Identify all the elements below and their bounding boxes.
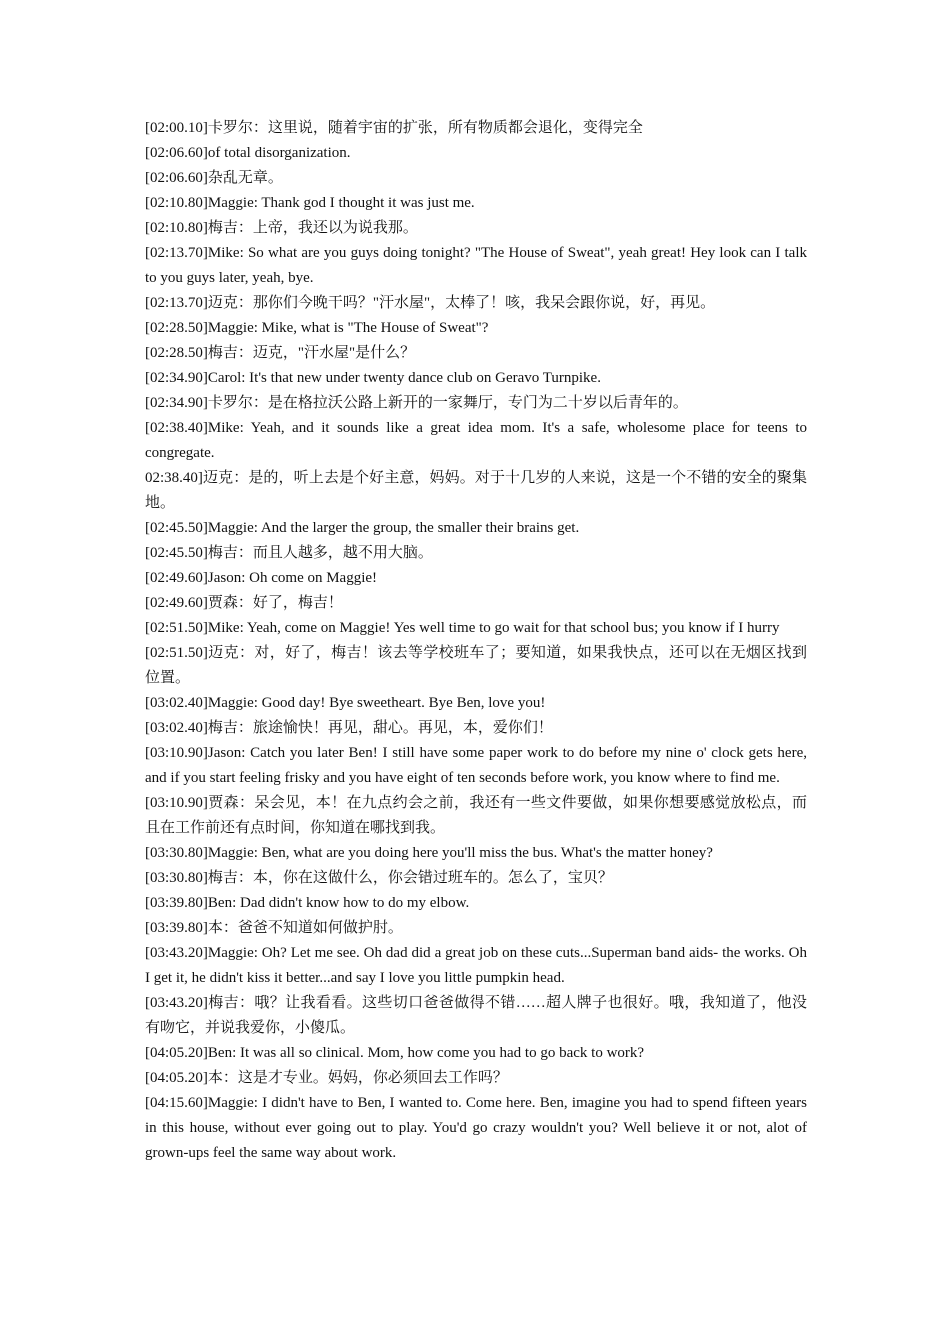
transcript-line: [03:39.80]Ben: Dad didn't know how to do my elbow. [145, 895, 470, 911]
transcript-line: [04:05.20]Ben: It was all so clinical. Mom, how come you had to go back to work? [145, 1045, 645, 1061]
transcript-line: [02:34.90]卡罗尔：是在格拉沃公路上新开的一家舞厅，专门为二十岁以后青年的。 [145, 395, 688, 411]
transcript-line: [02:38.40]Mike: Yeah, and it sounds like a great idea mom. It's a safe, wholesome place for teens to congregate. [145, 420, 807, 461]
transcript-line: [02:10.80]梅吉：上帝，我还以为说我那。 [145, 220, 418, 236]
transcript-line: [02:51.50]Mike: Yeah, come on Maggie! Yes well time to go wait for that school bus; you know if I hurry [145, 620, 780, 636]
transcript-line: [02:10.80]Maggie: Thank god I thought it was just me. [145, 195, 475, 211]
transcript-line: [03:43.20]Maggie: Oh? Let me see. Oh dad did a great job on these cuts...Superman band aids- the works. Oh I get it, he didn't kiss it better...and say I love you little pumpkin head. [145, 945, 807, 986]
transcript-line: [04:05.20]本：这是才专业。妈妈，你必须回去工作吗？ [145, 1070, 508, 1086]
transcript-line: 02:38.40]迈克：是的，听上去是个好主意，妈妈。对于十几岁的人来说，这是一个不错的安全的聚集地。 [145, 470, 807, 511]
transcript-line: [03:30.80]梅吉：本，你在这做什么，你会错过班车的。怎么了，宝贝？ [145, 870, 613, 886]
transcript-line: [02:13.70]迈克：那你们今晚干吗？"汗水屋"，太棒了！咳，我呆会跟你说，好，再见。 [145, 295, 716, 311]
transcript-line: [02:49.60]贾森：好了，梅吉！ [145, 595, 343, 611]
transcript-line: [03:30.80]Maggie: Ben, what are you doing here you'll miss the bus. What's the matter honey? [145, 845, 713, 861]
transcript-line: [04:15.60]Maggie: I didn't have to Ben, I wanted to. Come here. Ben, imagine you had to spend fifteen years in this house, without ever going out to play. You'd go crazy wouldn't you? Well believe it or not, alot of grown-ups feel the same way about work. [145, 1095, 807, 1161]
transcript-line: [02:45.50]梅吉：而且人越多，越不用大脑。 [145, 545, 433, 561]
transcript-line: [02:00.10]卡罗尔：这里说，随着宇宙的扩张，所有物质都会退化，变得完全 [145, 120, 643, 136]
transcript-line: [02:45.50]Maggie: And the larger the group, the smaller their brains get. [145, 520, 580, 536]
transcript-line: [03:43.20]梅吉：哦？让我看看。这些切口爸爸做得不错……超人牌子也很好。哦，我知道了，他没有吻它，并说我爱你，小傻瓜。 [145, 995, 807, 1036]
transcript-line: [02:06.60]杂乱无章。 [145, 170, 283, 186]
transcript-line: [03:10.90]贾森：呆会见，本！在九点约会之前，我还有一些文件要做，如果你想要感觉放松点，而且在工作前还有点时间，你知道在哪找到我。 [145, 795, 807, 836]
transcript-line: [02:49.60]Jason: Oh come on Maggie! [145, 570, 378, 586]
transcript-line: [03:02.40]Maggie: Good day! Bye sweetheart. Bye Ben, love you! [145, 695, 546, 711]
transcript-line: [02:34.90]Carol: It's that new under twenty dance club on Geravo Turnpike. [145, 370, 601, 386]
transcript-line: [03:10.90]Jason: Catch you later Ben! I still have some paper work to do before my nine o' clock gets here, and if you start feeling frisky and you have eight of ten seconds before work, you know where to find me. [145, 745, 807, 786]
transcript-line: [03:39.80]本：爸爸不知道如何做护肘。 [145, 920, 403, 936]
transcript-line: [03:02.40]梅吉：旅途愉快！再见，甜心。再见，本，爱你们！ [145, 720, 553, 736]
transcript-line: [02:51.50]迈克：对，好了，梅吉！该去等学校班车了；要知道，如果我快点，还可以在无烟区找到位置。 [145, 645, 807, 686]
transcript-page [145, 116, 807, 1166]
transcript-line: [02:28.50]Maggie: Mike, what is "The House of Sweat"? [145, 320, 489, 336]
transcript-line: [02:06.60]of total disorganization. [145, 145, 351, 161]
transcript-line: [02:28.50]梅吉：迈克，"汗水屋"是什么？ [145, 345, 416, 361]
transcript-line: [02:13.70]Mike: So what are you guys doing tonight? "The House of Sweat", yeah great! Hey look can I talk to you guys later, yeah, bye. [145, 245, 807, 286]
